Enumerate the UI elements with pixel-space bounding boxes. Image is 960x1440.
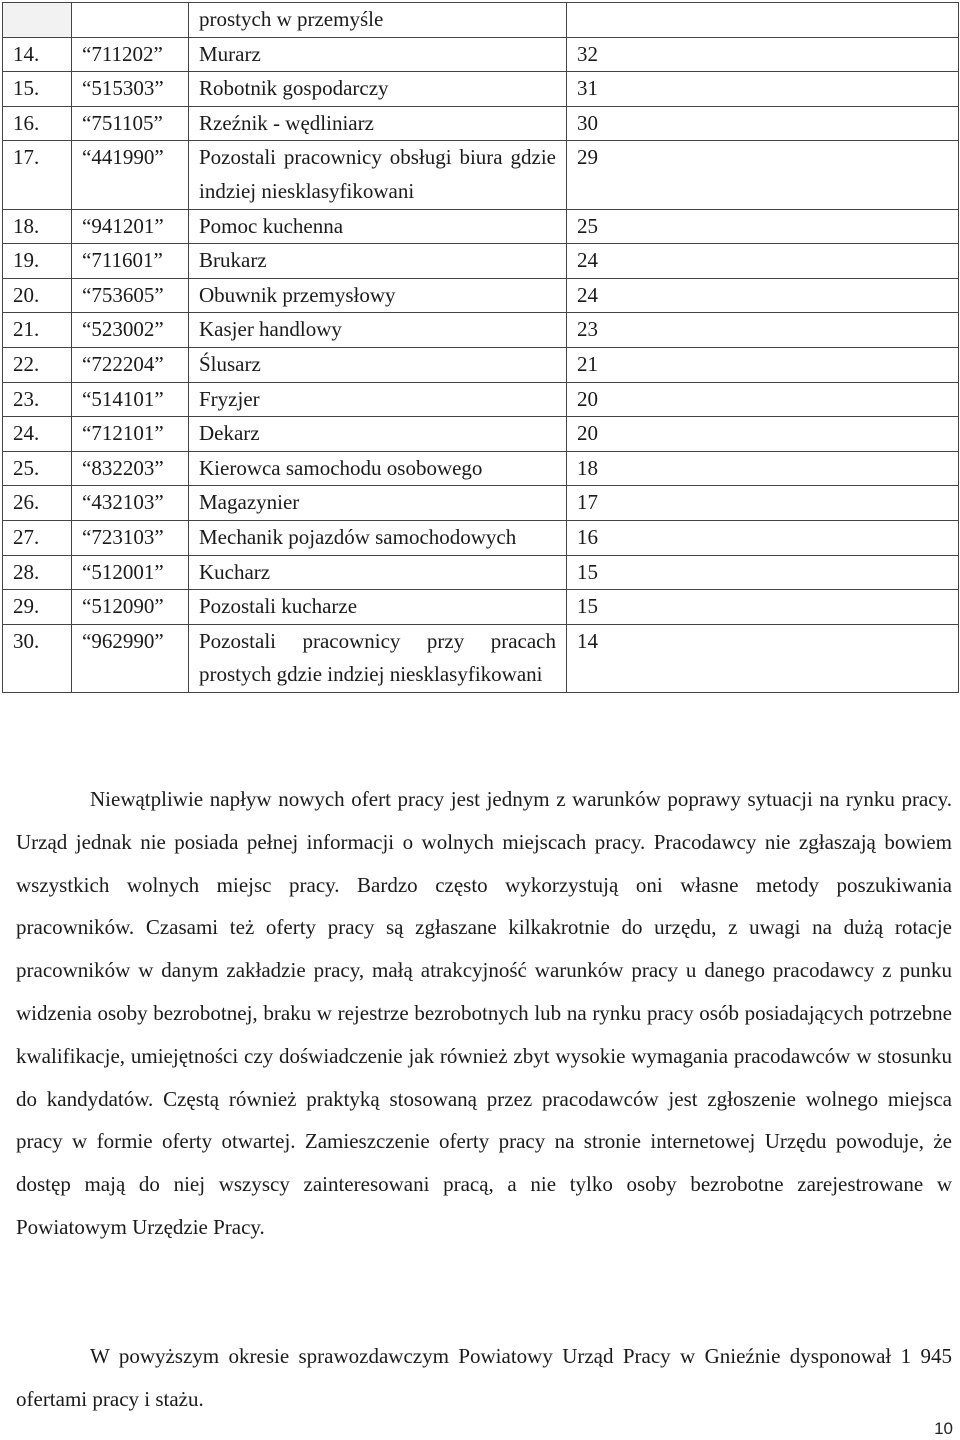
cell-count — [567, 3, 959, 38]
cell-count: 24 — [567, 244, 959, 279]
cell-count: 30 — [567, 106, 959, 141]
cell-count: 20 — [567, 417, 959, 452]
cell-number — [3, 3, 72, 38]
cell-name: Kasjer handlowy — [189, 313, 567, 348]
cell-number: 17. — [3, 141, 72, 209]
cell-code: “751105” — [72, 106, 189, 141]
cell-name: Mechanik pojazdów samochodowych — [189, 520, 567, 555]
paragraph-2 — [16, 1335, 952, 1421]
cell-code: “941201” — [72, 209, 189, 244]
table-row — [3, 624, 959, 692]
cell-number: 27. — [3, 520, 72, 555]
cell-code: “523002” — [72, 313, 189, 348]
cell-number: 22. — [3, 347, 72, 382]
table-row-continuation — [3, 3, 959, 38]
cell-number: 24. — [3, 417, 72, 452]
cell-name: Pozostali pracownicy przy pracach prostych gdzie indziej niesklasyfikowani — [189, 624, 567, 692]
cell-number: 23. — [3, 382, 72, 417]
table-row — [3, 590, 959, 625]
table-row — [3, 278, 959, 313]
cell-count: 15 — [567, 555, 959, 590]
table-row — [3, 244, 959, 279]
cell-name: Murarz — [189, 37, 567, 72]
cell-number: 25. — [3, 451, 72, 486]
cell-name: Rzeźnik - wędliniarz — [189, 106, 567, 141]
cell-code: “753605” — [72, 278, 189, 313]
cell-name: Fryzjer — [189, 382, 567, 417]
paragraph-1 — [16, 778, 952, 1249]
cell-count: 24 — [567, 278, 959, 313]
page-number: 10 — [934, 1419, 953, 1438]
cell-code: “432103” — [72, 486, 189, 521]
cell-count: 18 — [567, 451, 959, 486]
table-row — [3, 347, 959, 382]
cell-code: “514101” — [72, 382, 189, 417]
cell-count: 23 — [567, 313, 959, 348]
cell-count: 21 — [567, 347, 959, 382]
cell-name: Pozostali kucharze — [189, 590, 567, 625]
table-row — [3, 555, 959, 590]
cell-number: 18. — [3, 209, 72, 244]
table-row — [3, 141, 959, 209]
cell-code — [72, 3, 189, 38]
cell-number: 29. — [3, 590, 72, 625]
table-row — [3, 486, 959, 521]
cell-name: Pomoc kuchenna — [189, 209, 567, 244]
cell-number: 16. — [3, 106, 72, 141]
cell-number: 14. — [3, 37, 72, 72]
cell-name: Dekarz — [189, 417, 567, 452]
table-row — [3, 37, 959, 72]
cell-number: 26. — [3, 486, 72, 521]
cell-code: “711601” — [72, 244, 189, 279]
cell-number: 30. — [3, 624, 72, 692]
cell-count: 16 — [567, 520, 959, 555]
cell-count: 29 — [567, 141, 959, 209]
cell-name: Kierowca samochodu osobowego — [189, 451, 567, 486]
cell-name: Obuwnik przemysłowy — [189, 278, 567, 313]
cell-name: Robotnik gospodarczy — [189, 72, 567, 107]
cell-code: “832203” — [72, 451, 189, 486]
cell-code: “711202” — [72, 37, 189, 72]
table-row — [3, 72, 959, 107]
cell-name: Pozostali pracownicy obsługi biura gdzie indziej niesklasyfikowani — [189, 141, 567, 209]
cell-code: “512090” — [72, 590, 189, 625]
cell-number: 15. — [3, 72, 72, 107]
cell-name: Brukarz — [189, 244, 567, 279]
table-row — [3, 417, 959, 452]
cell-code: “441990” — [72, 141, 189, 209]
cell-count: 15 — [567, 590, 959, 625]
cell-count: 17 — [567, 486, 959, 521]
table-row — [3, 451, 959, 486]
cell-name: Ślusarz — [189, 347, 567, 382]
cell-name: prostych w przemyśle — [189, 3, 567, 38]
paragraph-text: Niewątpliwie napływ nowych ofert pracy jest jednym z warunków poprawy sytuacji na rynku pracy. Urząd jednak nie posiada pełnej informacji o wolnych miejscach pracy. Pracodawcy nie zgłaszają bowiem wszystkich wolnych miejsc pracy. Bardzo często wykorzystują oni własne metody poszukiwania pracowników. Czasami też oferty pracy są zgłaszane kilkakrotnie do urzędu, z uwagi na dużą rotacje pracowników w danym zakładzie pracy, małą atrakcyjność warunków pracy u danego pracodawcy z punku widzenia osoby bezrobotnej, braku w rejestrze bezrobotnych lub na rynku pracy osób posiadających potrzebne kwalifikacje, umiejętności czy doświadczenie jak również zbyt wysokie wymagania pracodawców w stosunku do kandydatów. Częstą również praktyką stosowaną przez pracodawców jest zgłoszenie wolnego miejsca pracy w formie oferty otwartej. Zamieszczenie oferty pracy na stronie internetowej Urzędu powoduje, że dostęp mają do niej wszyscy zainteresowani pracą, a nie tylko osoby bezrobotne zarejestrowane w Powiatowym Urzędzie Pracy. — [16, 787, 952, 1239]
occupations-table — [2, 2, 959, 693]
paragraph-text: W powyższym okresie sprawozdawczym Powiatowy Urząd Pracy w Gnieźnie dysponował 1 945 ofertami pracy i stażu. — [16, 1344, 952, 1411]
table-row — [3, 382, 959, 417]
cell-number: 28. — [3, 555, 72, 590]
cell-code: “712101” — [72, 417, 189, 452]
table-row — [3, 520, 959, 555]
table-row — [3, 106, 959, 141]
cell-count: 20 — [567, 382, 959, 417]
cell-name: Magazynier — [189, 486, 567, 521]
cell-code: “962990” — [72, 624, 189, 692]
cell-code: “722204” — [72, 347, 189, 382]
table-row — [3, 209, 959, 244]
cell-count: 32 — [567, 37, 959, 72]
table-row — [3, 313, 959, 348]
cell-name: Kucharz — [189, 555, 567, 590]
occupations-table-body — [3, 3, 959, 693]
cell-count: 25 — [567, 209, 959, 244]
cell-code: “723103” — [72, 520, 189, 555]
cell-number: 19. — [3, 244, 72, 279]
cell-count: 14 — [567, 624, 959, 692]
cell-number: 20. — [3, 278, 72, 313]
cell-code: “515303” — [72, 72, 189, 107]
cell-count: 31 — [567, 72, 959, 107]
cell-code: “512001” — [72, 555, 189, 590]
cell-number: 21. — [3, 313, 72, 348]
